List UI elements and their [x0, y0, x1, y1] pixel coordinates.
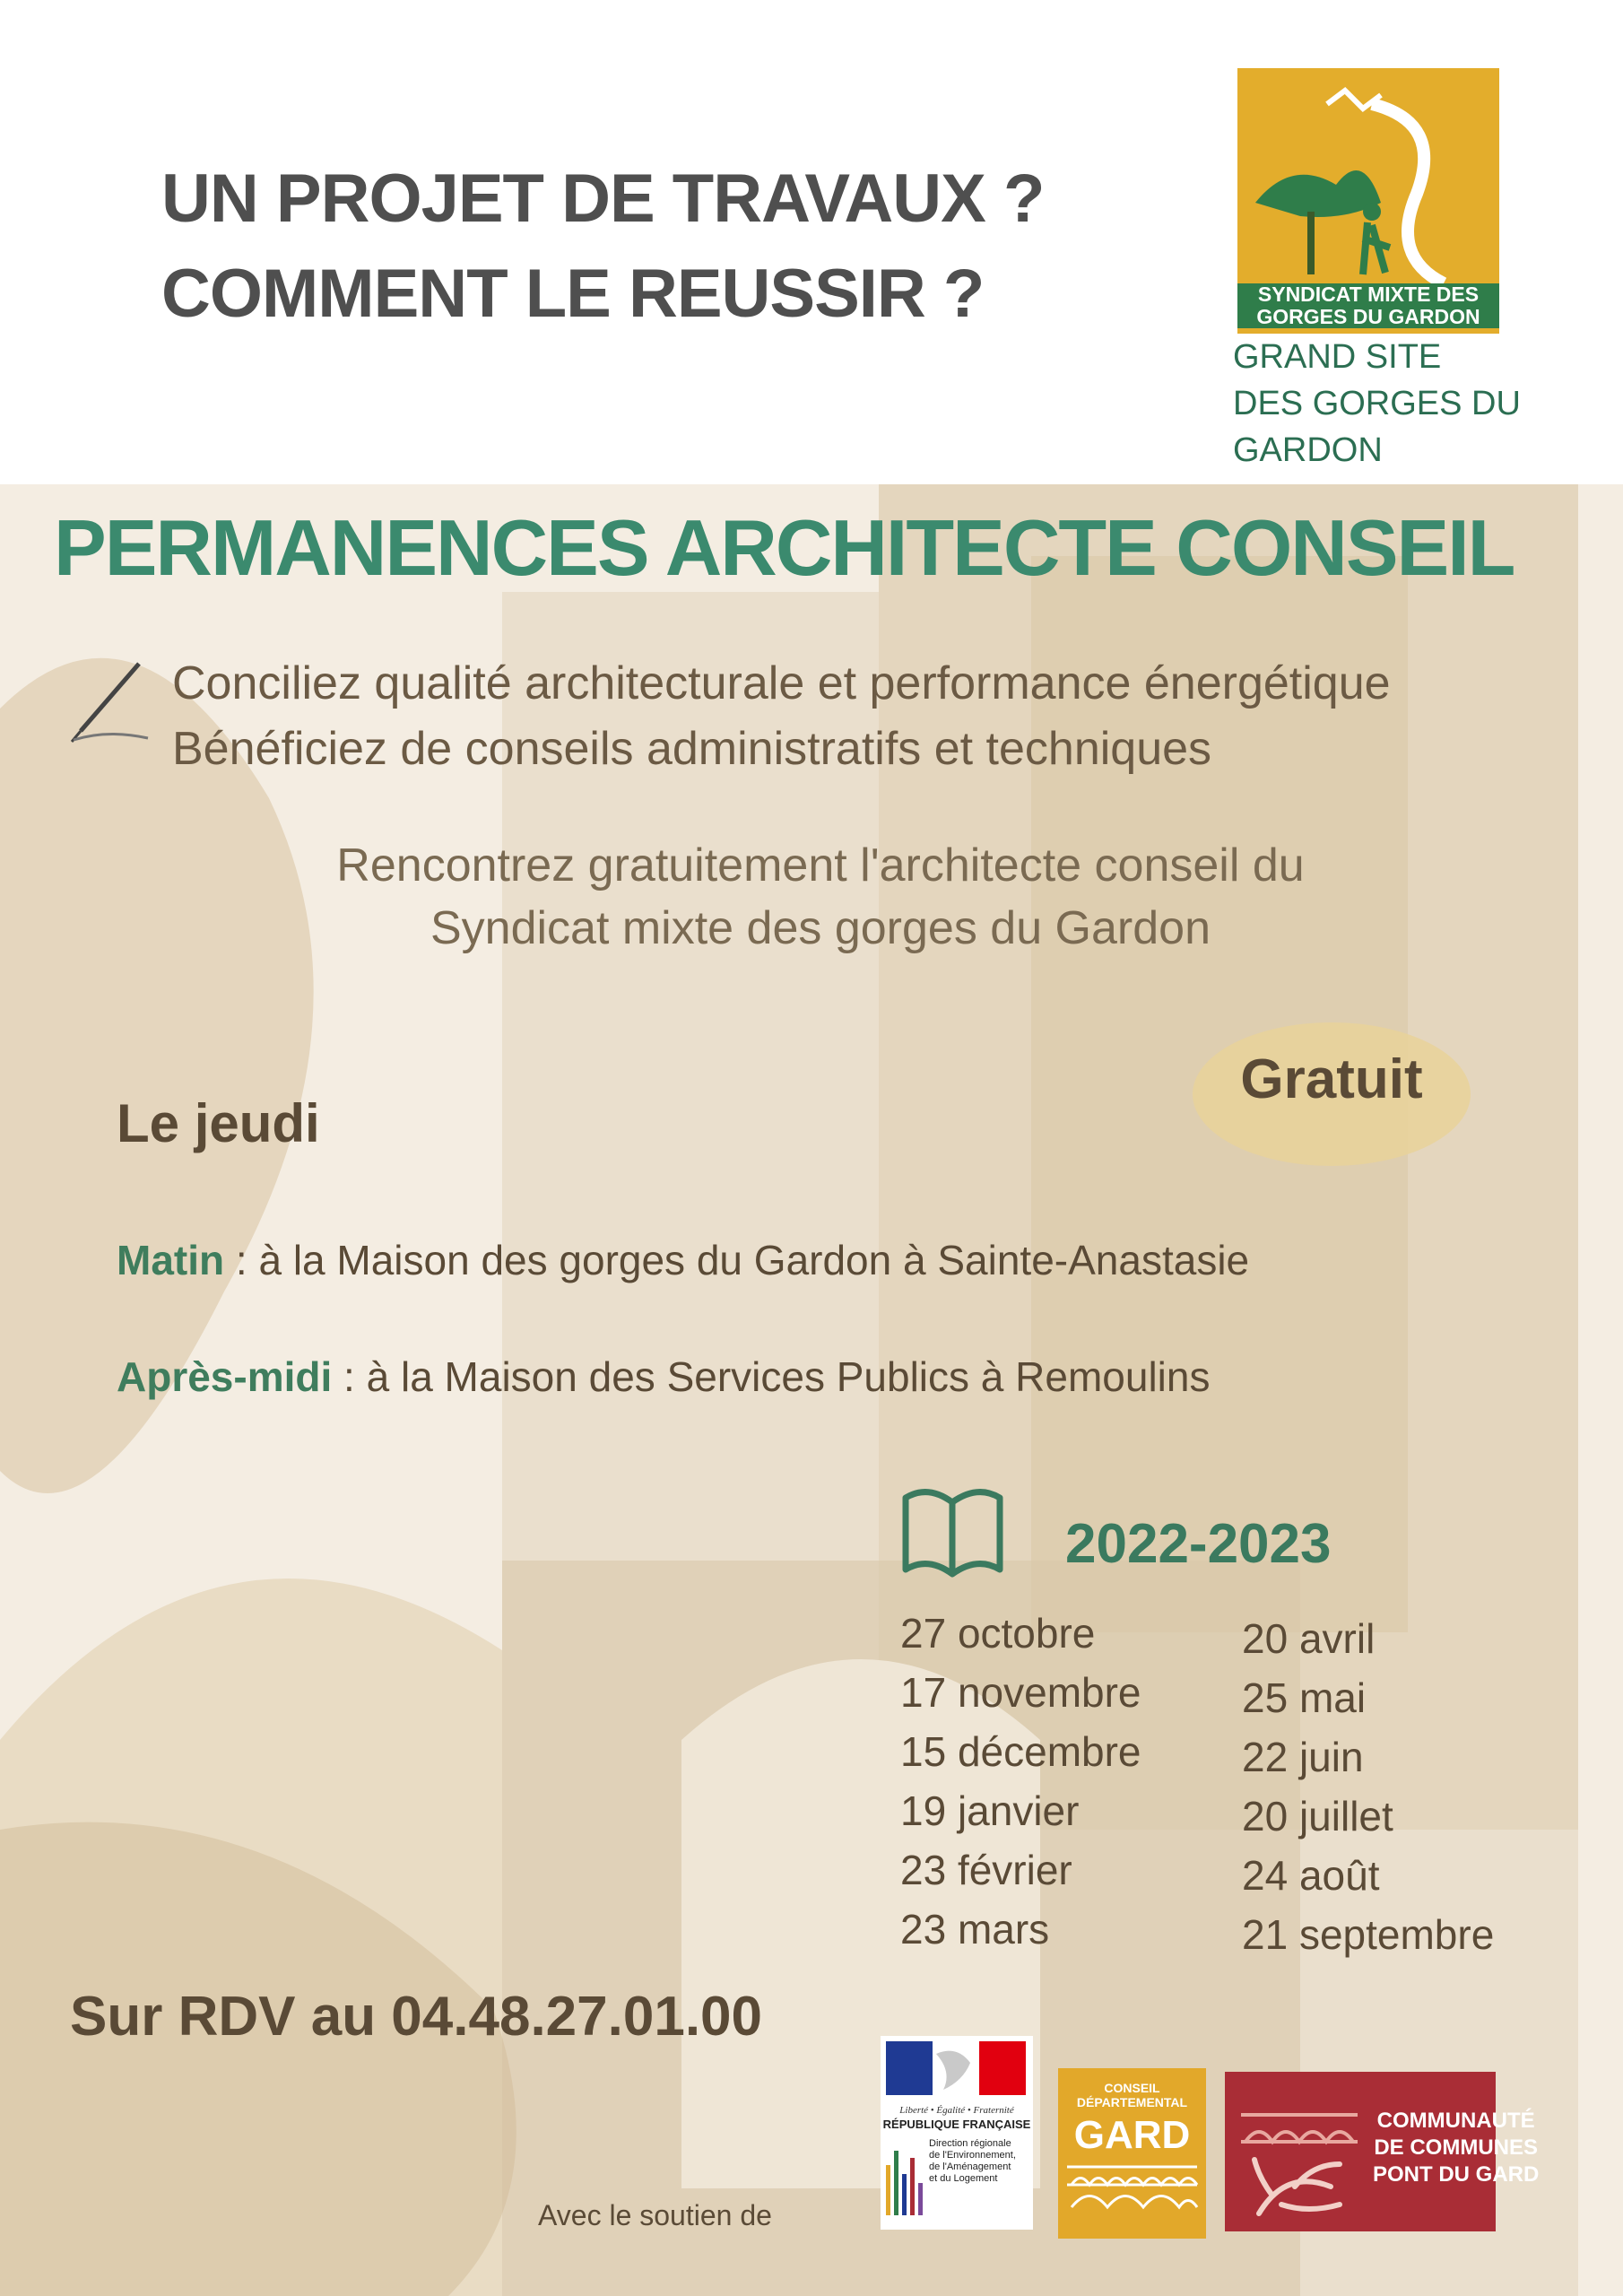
tagline-2: Bénéficiez de conseils administratifs et techniques: [172, 723, 1212, 775]
rf-dept-line: de l'Environnement,: [929, 2150, 1016, 2161]
book-icon: [897, 1480, 1009, 1583]
date-item: 15 décembre: [900, 1728, 1141, 1775]
gard-line2: DÉPARTEMENTAL: [1076, 2095, 1188, 2109]
headline-line1: UN PROJET DE TRAVAUX ?: [161, 161, 1045, 237]
session-morning-where: : à la Maison des gorges du Gardon à Sainte-Anastasie: [224, 1237, 1250, 1283]
session-afternoon-when: Après-midi: [117, 1353, 333, 1400]
dreal-bars-icon: [881, 2138, 929, 2215]
rf-dept-line: Direction régionale: [929, 2138, 1011, 2149]
tagline-1: Conciliez qualité architecturale et performance énergétique: [172, 657, 1391, 709]
day-label: Le jeudi: [117, 1093, 320, 1153]
session-morning-when: Matin: [117, 1237, 225, 1283]
date-item: 20 avril: [1242, 1615, 1376, 1662]
date-item: 27 octobre: [900, 1610, 1096, 1657]
ccpg-line: PONT DU GARD: [1373, 2162, 1540, 2187]
season-year: 2022-2023: [1065, 1513, 1332, 1575]
date-item: 24 août: [1242, 1852, 1380, 1899]
pont-du-gard-icon: [1058, 2158, 1206, 2212]
logo-caption-line1: SYNDICAT MIXTE DES: [1237, 283, 1499, 306]
republique-francaise-logo: [881, 2036, 1033, 2230]
headline-line2: COMMENT LE REUSSIR ?: [161, 256, 985, 332]
ccpg-name: [1373, 2108, 1539, 2188]
appointment-phone: Sur RDV au 04.48.27.01.00: [70, 1986, 763, 2048]
rf-dept-line: et du Logement: [929, 2173, 998, 2184]
session-morning: [117, 1236, 1249, 1284]
date-item: 20 juillet: [1242, 1793, 1393, 1839]
ccpg-line: DE COMMUNES: [1374, 2135, 1538, 2160]
logo-caption-line2: GORGES DU GARDON: [1237, 306, 1499, 328]
date-item: 21 septembre: [1242, 1911, 1495, 1958]
date-item: 17 novembre: [900, 1669, 1141, 1716]
meet-line2: Syndicat mixte des gorges du Gardon: [430, 902, 1211, 954]
gard-name: GARD: [1073, 2113, 1191, 2157]
grand-site-line2: DES GORGES DU: [1233, 385, 1521, 422]
gard-line1: CONSEIL: [1104, 2081, 1160, 2095]
date-item: 22 juin: [1242, 1734, 1364, 1780]
free-badge-label: Gratuit: [1240, 1048, 1423, 1110]
session-afternoon-where: : à la Maison des Services Publics à Remoulins: [332, 1353, 1211, 1400]
olive-branch-icon: [1232, 2079, 1367, 2224]
rf-department: [929, 2138, 1016, 2215]
dates-right-column: [1242, 1609, 1494, 1964]
ccpg-logo: [1225, 2072, 1540, 2231]
session-afternoon: [117, 1352, 1210, 1401]
meet-line1: Rencontrez gratuitement l'architecte conseil du: [336, 839, 1305, 891]
syndicat-logo: [1237, 68, 1499, 334]
date-item: 23 mars: [900, 1906, 1050, 1952]
rf-motto: Liberté • Égalité • Fraternité: [899, 2105, 1014, 2116]
support-label: Avec le soutien de: [538, 2199, 772, 2231]
pen-icon: [63, 659, 152, 749]
rf-dept-line: de l'Aménagement: [929, 2161, 1011, 2172]
date-item: 23 février: [900, 1847, 1072, 1893]
date-item: 19 janvier: [900, 1787, 1080, 1834]
rf-name: RÉPUBLIQUE FRANÇAISE: [882, 2118, 1031, 2131]
gard-logo: [1058, 2068, 1206, 2239]
grand-site-line1: GRAND SITE: [1233, 338, 1442, 376]
grand-site-line3: GARDON: [1233, 431, 1383, 469]
marianne-flag-icon: [881, 2036, 1033, 2100]
ccpg-line: COMMUNAUTÉ: [1376, 2109, 1535, 2133]
page-title: PERMANENCES ARCHITECTE CONSEIL: [54, 503, 1515, 592]
dates-left-column: [900, 1604, 1141, 1959]
date-item: 25 mai: [1242, 1674, 1367, 1721]
